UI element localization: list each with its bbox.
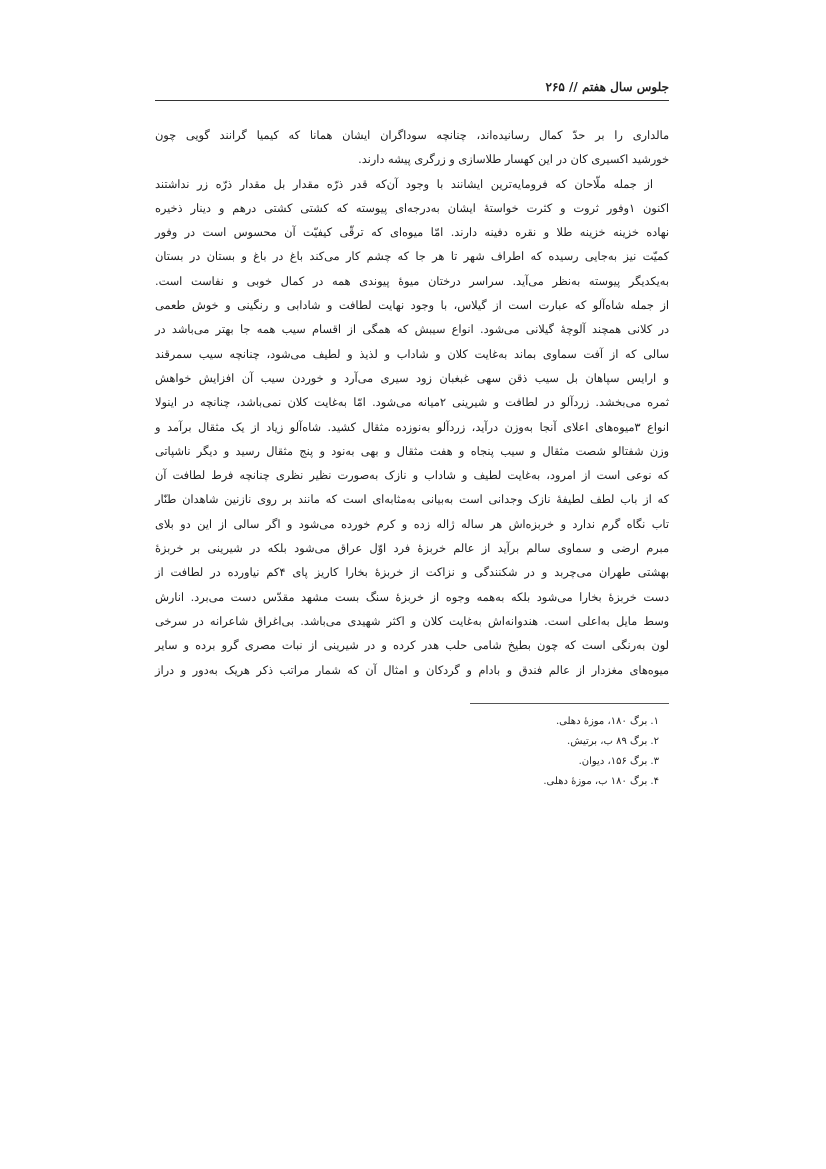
body-line: دست خربزهٔ بخارا می‌شود بلکه به‌همه وجوه از خربزهٔ سنگ بست مشهد مقدّس دست می‌برد. انارش [155,590,669,604]
body-line: وزن شفتالو شصت مثقال و سیب پنجاه و هفت مثقال و بهی به‌نود و پنج مثقال رسید و دیگر ناشپاتی [155,444,669,458]
body-line: تاب نگاه گرم ندارد و خربزه‌اش هر ساله ژاله زده و کرم خورده می‌شود و اگر سالی از این دو بلای [155,517,669,531]
body-line: خورشید اکسیری کان در این کهسار طلاسازی و زرگری پیشه دارند. [358,153,669,167]
body-text [155,124,669,683]
body-line: از جمله ملّاحان که فرومایه‌ترین ایشانند با وجود آن‌که قدر ذرّه مقدار بل مقدار ذرّه زر نداشتند [155,177,653,191]
body-line: کمیّت نیز به‌جایی رسیده که اطراف شهر تا هر جا که چشم کار می‌کند باغ در باغ و بستان در بستان [155,250,669,264]
footnote: ۳. برگ ۱۵۶، دیوان. [578,756,659,767]
footnote: ۴. برگ ۱۸۰ ب، موزهٔ دهلی. [543,776,659,787]
body-line: بهشتی طهران می‌چربد و در شکنندگی و نزاکت از خربزهٔ بخارا کاریز پای ۴کم نیاورده در لطافت از [155,566,669,580]
footnote: ۱. برگ ۱۸۰، موزهٔ دهلی. [555,716,659,727]
body-line: اکنون ۱وفور ثروت و کثرت خواستهٔ ایشان به‌درجه‌ای پیوسته که کشتی کشتی درهم و دینار ذخیره [155,201,669,215]
running-head: جلوس سال هفتم // ۲۶۵ [545,80,669,94]
body-line: از جمله شاه‌آلو که عبارت است از گیلاس، با وجود نهایت لطافت و شادابی و رنگینی و خوش طعمی [155,299,669,313]
body-line: لون به‌رنگی است که چون بطیخ شامی حلب هدر کرده و در شیرینی از نبات مصری گرو برده و سایر [155,639,669,653]
body-line: سالی که از آفت سماوی بماند به‌غایت کلان و شاداب و لذیذ و لطیف می‌شود، چنانچه سیب سمرقند [155,347,669,361]
body-line: به‌یکدیگر پیوسته به‌نظر می‌آید. سراسر درختان میوهٔ پیوندی همه در کمال خوبی و نفاست است. [155,274,669,288]
body-line: مبرم ارضی و سماوی سالم برآید از عالم خربزهٔ فرد اوّل عراق می‌شود بلکه در شیرینی بر خربزهٔ [155,542,669,556]
body-line: ثمره می‌بخشد. زردآلو در لطافت و شیرینی ۲میانه می‌شود. امّا به‌غایت کلان نمی‌باشد، چنانچه در اینولا [155,396,669,410]
body-line: وسط مایل به‌اعلی است. هندوانه‌اش به‌غایت کلان و اکثر شهیدی می‌باشد. بی‌اغراق شاعرانه در سرخی [155,614,669,628]
body-line: که نوعی است از امرود، به‌غایت لطیف و شاداب و نازک به‌صورت نظیر نظری چنانچه فرط لطافت آن [155,469,669,483]
body-line: نهاده خزینه خزینه طلا و نقره دفینه دارند. امّا میوه‌ای که ترقّی کیفیّت آن محسوس است در وفور [155,226,669,240]
body-line: و ارایس سپاهان بل سیب ذقن سهی غبغبان زود سیری می‌آرد و خوردن سیب آن افزایش خواهش [155,371,669,385]
footnote-divider [470,703,669,704]
page-header [155,76,669,101]
footnote: ۲. برگ ۸۹ ب، برتیش. [567,736,659,747]
body-line: میوه‌های مغزدار از عالم فندق و بادام و گردکان و امثال آن که شمار مراتب ذکر هریک به‌دور و دراز [155,663,669,677]
body-line: که از باب لطف لطیفهٔ نازک وجدانی است به‌بیانی به‌مثابه‌ای است که مانند بر روی نازنین شاهدان طنّار [155,493,669,507]
footnotes [460,712,669,792]
body-line: انواع ۳میوه‌های اعلای آنجا به‌وزن درآید، زردآلو به‌نوزده مثقال کشید. شاه‌آلو زیاد از یک مثقال برآمد و [155,420,669,434]
body-line: مالداری را بر حدّ کمال رسانیده‌اند، چنانچه سوداگران ایشان همانا که کیمیا گرانند گویی چون [155,129,669,142]
body-line: در کلانی همچند آلوچهٔ گیلانی می‌شود. انواع سیبش که همگی از اقسام سیب همه جا بهتر می‌باشد در [155,323,669,337]
